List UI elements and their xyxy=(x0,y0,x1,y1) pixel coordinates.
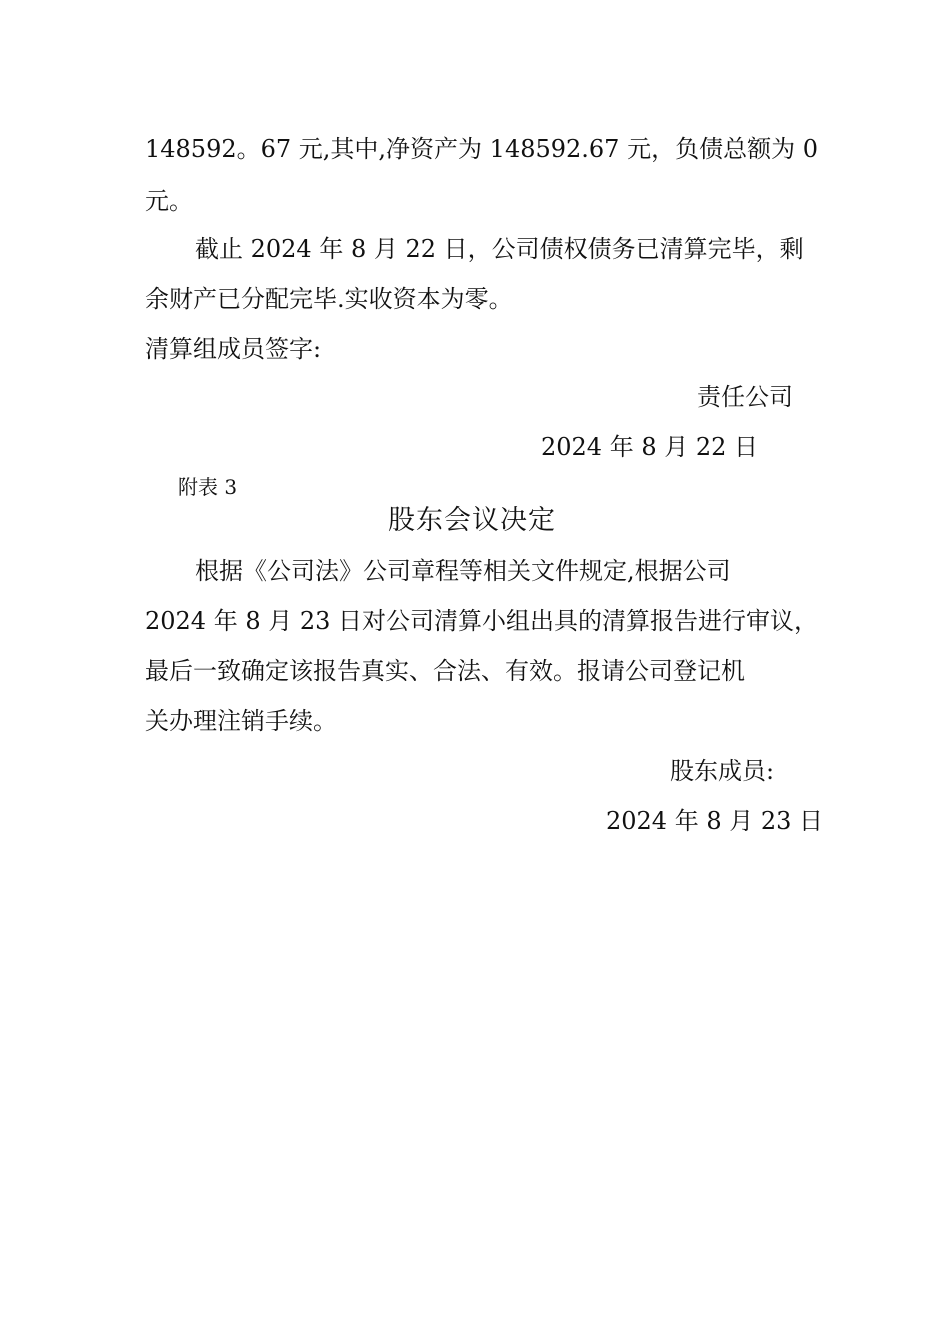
paragraph-3-line-1: 根据《公司法》公司章程等相关文件规定,根据公司 xyxy=(195,557,731,585)
paragraph-3-line-4: 关办理注销手续。 xyxy=(145,707,337,735)
signature-label: 清算组成员签字: xyxy=(145,335,322,363)
paragraph-3-line-3: 最后一致确定该报告真实、合法、有效。报请公司登记机 xyxy=(145,657,745,685)
paragraph-1-line-2: 元。 xyxy=(145,187,193,215)
paragraph-2-line-1: 截止 2024 年 8 月 22 日，公司债权债务已清算完毕，剩 xyxy=(195,235,804,263)
paragraph-1-line-1: 148592。67 元,其中,净资产为 148592.67 元，负债总额为 0 xyxy=(145,135,818,163)
shareholders-label: 股东成员: xyxy=(670,757,775,785)
paragraph-2-line-2: 余财产已分配完毕.实收资本为零。 xyxy=(145,285,513,313)
company-suffix: 责任公司 xyxy=(697,383,793,411)
paragraph-3-line-2: 2024 年 8 月 23 日对公司清算小组出具的清算报告进行审议， xyxy=(145,607,819,635)
section-title: 股东会议决定 xyxy=(388,505,556,536)
appendix-label: 附表 3 xyxy=(178,475,238,499)
date-1: 2024 年 8 月 22 日 xyxy=(541,433,759,461)
date-2: 2024 年 8 月 23 日 xyxy=(606,807,824,835)
